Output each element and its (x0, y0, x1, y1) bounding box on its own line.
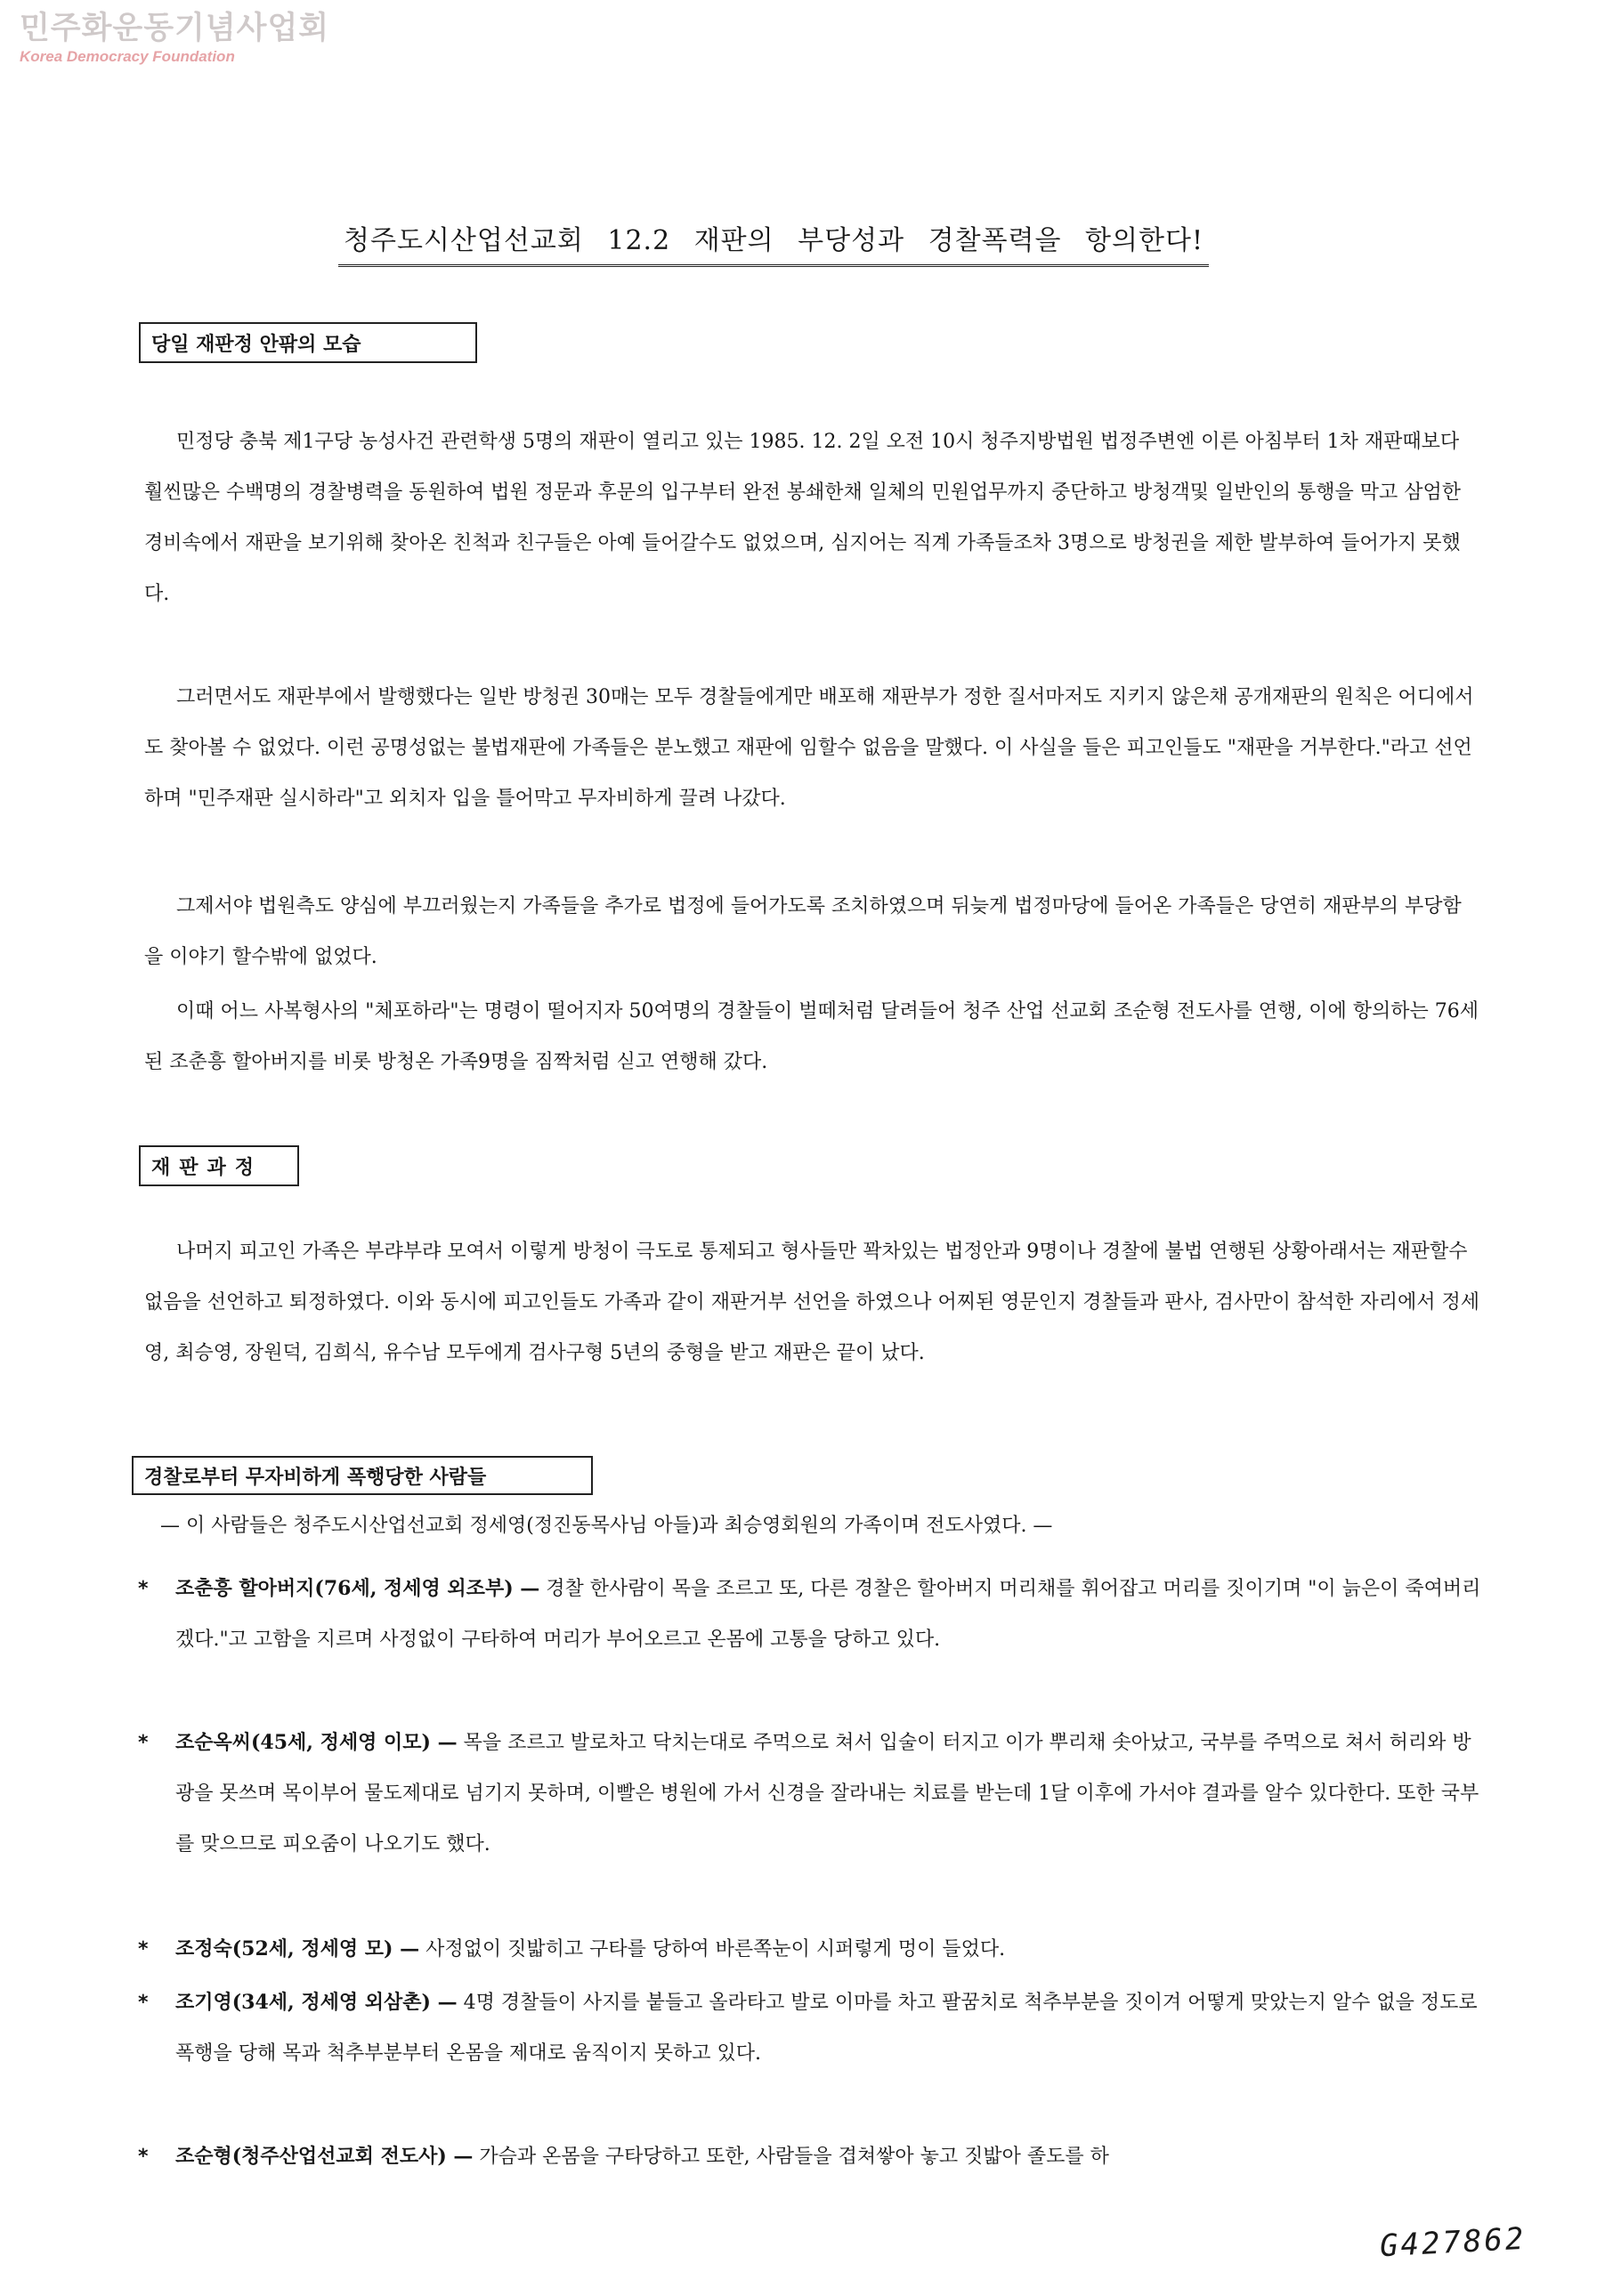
document-title: 청주도시산업선교회 12.2 재판의 부당성과 경찰폭력을 항의한다! (338, 222, 1209, 267)
bullet-asterisk: * (138, 1938, 149, 1960)
paragraph-trial-process: 나머지 피고인 가족은 부랴부랴 모여서 이렇게 방청이 극도로 통제되고 형사들만 꽉차있는 법정안과 9명이나 경찰에 불법 연행된 상황아래서는 재판할수 없음을 선언하고 퇴정하였다. 이와 동시에 피고인들도 가족과 같이 재판거부 선언을 하였으나 어찌된 영문인지 경찰들과 판사, 검사만이 참석한 자리에서 정세영, 최승영, 장원덕, 김희식, 유수남 모두에게 검사구형 5년의 중형을 받고 재판은 끝이 났다. (144, 1241, 1479, 1364)
logo-english-text: Korea Democracy Foundation (20, 48, 235, 65)
victim-injury-text: 사정없이 짓밟히고 구타를 당하여 바른쪽눈이 시퍼렇게 멍이 들었다. (426, 1938, 1006, 1960)
section-heading-trial-process: 재판과정 (139, 1145, 299, 1186)
archive-id-stamp: G427862 (1379, 2220, 1528, 2265)
bullet-asterisk: * (138, 1578, 149, 1600)
foundation-logo (20, 9, 329, 66)
paragraph-public-tickets: 그러면서도 재판부에서 발행했다는 일반 방청권 30매는 모두 경찰들에게만 배포해 재판부가 정한 질서마저도 지키지 않은채 공개재판의 원칙은 어디에서도 찾아볼 수 없었다. 이런 공명성없는 불법재판에 가족들은 분노했고 재판에 임할수 없음을 말했다. 이 사실을 들은 피고인들도 "재판을 거부한다."라고 선언하며 "민주재판 실시하라"고 외치자 입을 틀어막고 무자비하게 끌려 나갔다. (144, 686, 1474, 810)
victim-name: 조기영(34세, 정세영 외삼촌) — (175, 1991, 458, 2014)
victim-name: 조정숙(52세, 정세영 모) — (175, 1937, 420, 1960)
paragraph-court-late-admission: 그제서야 법원측도 양심에 부끄러웠는지 가족들을 추가로 법정에 들어가도록 조치하였으며 뒤늦게 법정마당에 들어온 가족들은 당연히 재판부의 부당함을 이야기 할수밖에 없었다. (144, 895, 1462, 968)
victim-injury-text: 경찰 한사람이 목을 조르고 또, 다른 경찰은 할아버지 머리채를 휘어잡고 머리를 짓이기며 "이 늙은이 죽여버리겠다."고 고함을 지르며 사정없이 구타하여 머리가 부어오르고 온몸에 고통을 당하고 있다. (175, 1578, 1481, 1651)
logo-korean-text: 민주화운동기념사업회 (20, 11, 330, 46)
victim-name: 조순형(청주산업선교회 전도사) — (175, 2145, 474, 2168)
section-heading-victims: 경찰로부터 무자비하게 폭행당한 사람들 (132, 1456, 593, 1495)
victim-name: 조순옥씨(45세, 정세영 이모) — (175, 1731, 458, 1754)
paragraph-trial-setting: 민정당 충북 제1구당 농성사건 관련학생 5명의 재판이 열리고 있는 1985. 12. 2일 오전 10시 청주지방법원 법정주변엔 이른 아침부터 1차 재판때보다 훨씬많은 수백명의 경찰병력을 동원하여 법원 정문과 후문의 입구부터 완전 봉쇄한채 일체의 민원업무까지 중단하고 방청객및 일반인의 통행을 막고 삼엄한 경비속에서 재판을 보기위해 찾아온 친척과 친구들은 아예 들어갈수도 없었으며, 심지어는 직계 가족들조차 3명으로 방청권을 제한 발부하여 들어가지 못했다. (144, 431, 1462, 605)
victim-description (175, 1977, 1482, 2079)
victim-name: 조춘흥 할아버지(76세, 정세영 외조부) — (175, 1577, 540, 1600)
paragraph-arrests: 이때 어느 사복형사의 "체포하라"는 명령이 떨어지자 50여명의 경찰들이 벌떼처럼 달려들어 청주 산업 선교회 조순형 전도사를 연행, 이에 항의하는 76세된 조춘흥 할아버지를 비롯 방청온 가족9명을 짐짝처럼 싣고 연행해 갔다. (144, 1000, 1479, 1073)
victims-intro: — 이 사람들은 청주도시산업선교회 정세영(정진동목사님 아들)과 최승영회원의 가족이며 전도사였다. — (160, 1515, 1053, 1537)
bullet-asterisk: * (138, 2146, 149, 2168)
victim-description (175, 2131, 1482, 2182)
victim-description (175, 1924, 1482, 1975)
section-heading-courtroom-scene: 당일 재판정 안팎의 모습 (139, 322, 477, 363)
victim-description (175, 1718, 1482, 1870)
victim-injury-text: 4명 경찰들이 사지를 붙들고 올라타고 발로 이마를 차고 팔꿈치로 척추부분을 짓이겨 어떻게 맞았는지 알수 없을 정도로 폭행을 당해 목과 척추부분부터 온몸을 제대로 움직이지 못하고 있다. (175, 1992, 1478, 2065)
bullet-asterisk: * (138, 1992, 149, 2014)
victim-injury-text: 목을 조르고 발로차고 닥치는대로 주먹으로 쳐서 입술이 터지고 이가 뿌리채 솟아났고, 국부를 주먹으로 쳐서 허리와 방광을 못쓰며 목이부어 물도제대로 넘기지 못하며, 이빨은 병원에 가서 신경을 잘라내는 치료를 받는데 1달 이후에 가서야 결과를 알수 있다한다. 또한 국부를 맞으므로 피오줌이 나오기도 했다. (175, 1732, 1479, 1855)
victim-injury-text: 가슴과 온몸을 구타당하고 또한, 사람들을 겹쳐쌓아 놓고 짓밟아 졸도를 하 (479, 2146, 1109, 2168)
bullet-asterisk: * (138, 1732, 149, 1754)
victim-description (175, 1564, 1482, 1665)
